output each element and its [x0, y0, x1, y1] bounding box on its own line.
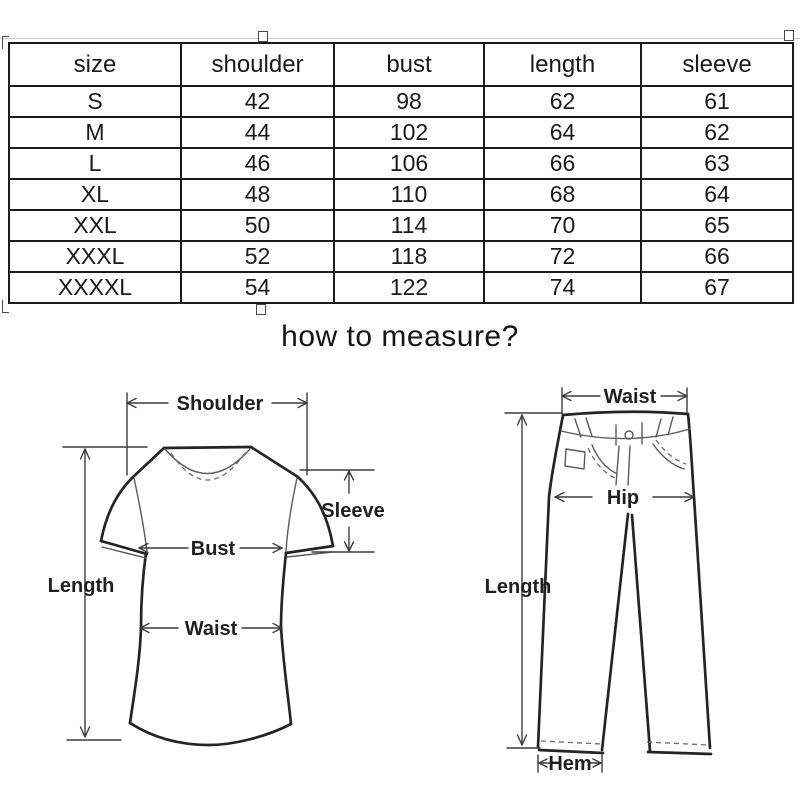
table-header-row	[9, 43, 793, 86]
measure-diagrams	[0, 365, 800, 800]
column-header-sleeve: sleeve	[641, 43, 793, 86]
bust-cell: 102	[334, 117, 484, 148]
shoulder-dimension	[127, 393, 307, 475]
table-row	[9, 272, 793, 303]
shoulder-cell: 46	[181, 148, 334, 179]
fly-seam	[616, 446, 630, 485]
pants-waist-dimension	[562, 386, 687, 414]
pants-diagram	[485, 386, 711, 775]
shoulder-cell: 42	[181, 86, 334, 117]
size-cell: XXXL	[9, 241, 181, 272]
sleeve-cell: 63	[641, 148, 793, 179]
table-row	[9, 117, 793, 148]
shirt-waist-label: Waist	[184, 618, 238, 640]
pants-waist-label: Waist	[603, 386, 657, 408]
scan-hairline	[0, 38, 800, 39]
length-cell: 64	[484, 117, 641, 148]
length-cell: 74	[484, 272, 641, 303]
pants-length-label: Length	[484, 576, 552, 598]
shirt-bust-label: Bust	[190, 538, 236, 560]
selection-handle	[2, 36, 9, 49]
sleeve-dimension	[300, 470, 385, 552]
sleeve-cell: 62	[641, 117, 793, 148]
shirt-length-label: Length	[47, 575, 115, 597]
shirt-shoulder-label: Shoulder	[176, 393, 264, 415]
selection-handle	[258, 31, 268, 42]
column-header-bust: bust	[334, 43, 484, 86]
size-cell: S	[9, 86, 181, 117]
pants-length-dimension	[485, 413, 562, 748]
bust-cell: 110	[334, 179, 484, 210]
bust-cell: 98	[334, 86, 484, 117]
size-cell: XL	[9, 179, 181, 210]
shirt-sleeve-label: Sleeve	[321, 500, 385, 522]
size-cell: L	[9, 148, 181, 179]
bust-cell: 118	[334, 241, 484, 272]
sleeve-cell: 65	[641, 210, 793, 241]
length-cell: 72	[484, 241, 641, 272]
length-cell: 70	[484, 210, 641, 241]
pocket-right	[653, 444, 684, 469]
button-placket	[616, 423, 642, 445]
bust-cell: 106	[334, 148, 484, 179]
size-cell: XXXXL	[9, 272, 181, 303]
shoulder-cell: 44	[181, 117, 334, 148]
bust-cell: 114	[334, 210, 484, 241]
sleeve-cell: 64	[641, 179, 793, 210]
size-cell: XXL	[9, 210, 181, 241]
page-title: how to measure?	[281, 320, 519, 353]
bust-dimension	[139, 538, 282, 560]
column-header-shoulder: shoulder	[181, 43, 334, 86]
shirt-waist-dimension	[140, 618, 282, 640]
shoulder-cell: 52	[181, 241, 334, 272]
selection-handle	[2, 300, 9, 313]
length-cell: 62	[484, 86, 641, 117]
size-table	[8, 42, 794, 304]
size-cell: M	[9, 117, 181, 148]
shirt-length-dimension	[48, 447, 147, 740]
hem-dimension	[538, 753, 602, 775]
sleeve-cell: 66	[641, 241, 793, 272]
table-row	[9, 179, 793, 210]
column-header-size: size	[9, 43, 181, 86]
table-row	[9, 210, 793, 241]
table-row	[9, 148, 793, 179]
sleeve-cell: 67	[641, 272, 793, 303]
column-header-length: length	[484, 43, 641, 86]
length-cell: 66	[484, 148, 641, 179]
shoulder-cell: 50	[181, 210, 334, 241]
length-cell: 68	[484, 179, 641, 210]
table-row	[9, 241, 793, 272]
shoulder-cell: 54	[181, 272, 334, 303]
pants-details	[541, 417, 709, 745]
tshirt-diagram	[48, 393, 385, 745]
pocket-left	[592, 445, 617, 474]
sleeve-cell: 61	[641, 86, 793, 117]
hip-dimension	[555, 487, 694, 509]
selection-handle	[256, 304, 266, 315]
pants-hip-label: Hip	[606, 487, 640, 509]
table-row	[9, 86, 793, 117]
coin-pocket	[565, 449, 585, 469]
pants-hem-label: Hem	[548, 753, 592, 775]
bust-cell: 122	[334, 272, 484, 303]
selection-handle	[784, 30, 794, 41]
shoulder-cell: 48	[181, 179, 334, 210]
tshirt-outline	[101, 447, 333, 745]
